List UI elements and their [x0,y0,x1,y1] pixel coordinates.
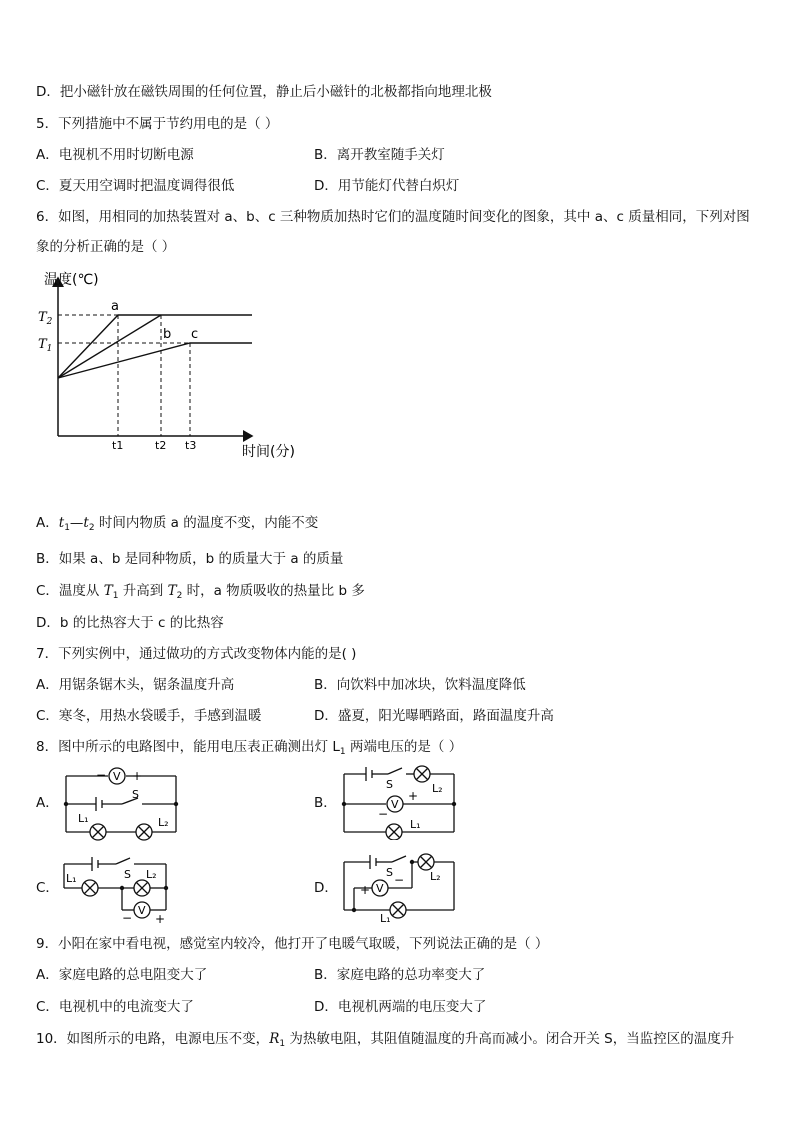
svg-text:−: − [378,807,389,821]
svg-text:V: V [376,882,384,895]
curve-a [58,315,252,378]
curve-label-b: b [163,327,172,342]
q9-option-d: D．电视机两端的电压变大了 [314,999,487,1015]
x-tick-t3: t3 [185,439,197,452]
curve-label-c: c [191,327,199,342]
q6-stem-line1: 6．如图，用相同的加热装置对 a、b、c 三种物质加热时它们的温度随时间变化的图象，其中 a、c 质量相同，下列对图 [36,209,750,225]
q6-option-a: A．$t_1—t_2$ 时间内物质 a 的温度不变，内能不变 [36,515,319,533]
circuit-d [336,848,466,922]
x-axis-label: 时间(分) [242,444,295,460]
q7-option-b: B．向饮料中加冰块，饮料温度降低 [314,677,526,693]
circuit-c [58,850,178,924]
svg-text:+: + [155,912,166,924]
y-axis-label: 温度(℃) [44,272,99,288]
svg-text:L₂: L₂ [146,868,157,881]
svg-text:V: V [138,904,146,917]
q5-option-d: D．用节能灯代替白炽灯 [314,178,460,194]
circuit-b [336,762,466,840]
q6-stem-line2: 象的分析正确的是（ ） [36,239,176,255]
svg-text:L₁: L₁ [410,818,421,831]
q9-option-a: A．家庭电路的总电阻变大了 [36,967,208,983]
q8-label-c: C． [36,880,59,896]
svg-text:S: S [124,868,131,881]
svg-text:S: S [132,788,139,801]
svg-text:S: S [386,866,393,879]
temperature-time-graph [30,266,320,466]
q5-stem: 5．下列措施中不属于节约用电的是（ ） [36,116,279,132]
svg-text:−: − [96,768,107,782]
svg-text:V: V [113,770,121,783]
q5-option-a: A．电视机不用时切断电源 [36,147,194,163]
svg-text:L₁: L₁ [66,872,77,885]
svg-text:+: + [408,789,419,803]
q8-label-b: B． [314,795,337,811]
q9-stem: 9．小阳在家中看电视，感觉室内较冷，他打开了电暖气取暖，下列说法正确的是（ ） [36,936,549,952]
q10-stem: 10．如图所示的电路，电源电压不变，$R_1$ 为热敏电阻，其阻值随温度的升高而减小。闭合开关 S，当监控区的温度升 [36,1031,735,1049]
svg-text:+: + [132,769,143,783]
q5-option-b: B．离开教室随手关灯 [314,147,445,163]
svg-text:−: − [122,911,133,924]
svg-text:L₁: L₁ [380,912,391,922]
svg-text:L₁: L₁ [78,812,89,825]
q7-option-a: A．用锯条锯木头，锯条温度升高 [36,677,235,693]
q7-option-c: C．寒冬，用热水袋暖手，手感到温暖 [36,708,262,724]
svg-text:L₂: L₂ [432,782,443,795]
q7-stem: 7．下列实例中，通过做功的方式改变物体内能的是( ) [36,646,357,662]
q6-option-b: B．如果 a、b 是同种物质，b 的质量大于 a 的质量 [36,551,344,567]
svg-text:V: V [391,798,399,811]
x-tick-t1: t1 [112,439,124,452]
q7-option-d: D．盛夏，阳光曝晒路面，路面温度升高 [314,708,554,724]
q6-option-c: C．温度从 $T_1$ 升高到 $T_2$ 时，a 物质吸收的热量比 b 多 [36,583,365,601]
q9-option-c: C．电视机中的电流变大了 [36,999,194,1015]
y-tick-T2: $T_2$ [38,310,53,327]
q4-option-d: D．把小磁针放在磁铁周围的任何位置，静止后小磁针的北极都指向地理北极 [36,84,492,100]
q6-option-d: D．b 的比热容大于 c 的比热容 [36,615,224,631]
curve-label-a: a [111,299,119,314]
q8-label-d: D． [314,880,338,896]
svg-text:L₂: L₂ [158,816,169,829]
circuit-a [58,766,188,842]
q8-label-a: A． [36,795,59,811]
svg-text:−: − [394,873,405,887]
svg-text:L₂: L₂ [430,870,441,883]
x-tick-t2: t2 [155,439,167,452]
svg-text:S: S [386,778,393,791]
q9-option-b: B．家庭电路的总功率变大了 [314,967,486,983]
q5-option-c: C．夏天用空调时把温度调得很低 [36,178,235,194]
svg-text:+: + [360,883,371,897]
q8-stem: 8．图中所示的电路图中，能用电压表正确测出灯 $L_1$ 两端电压的是（ ） [36,739,463,757]
y-tick-T1: $T_1$ [38,337,53,354]
